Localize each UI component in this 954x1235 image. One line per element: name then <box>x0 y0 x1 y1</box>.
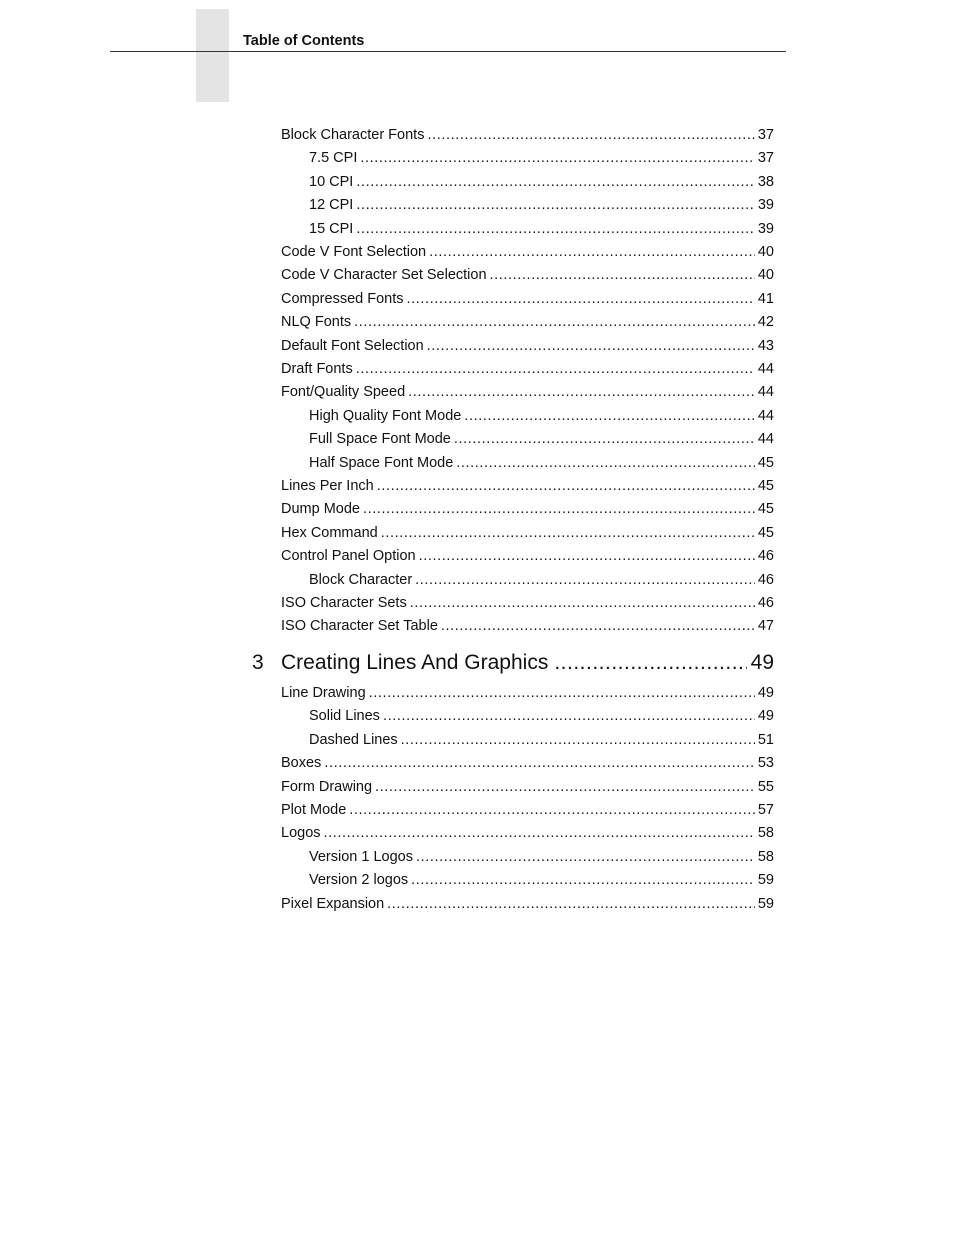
toc-entry-label: Code V Font Selection <box>281 244 427 260</box>
toc-entry-label: Compressed Fonts <box>281 290 404 307</box>
dot-leader <box>464 408 755 425</box>
toc-entry-page-number: 51 <box>757 731 774 748</box>
toc-entry-label: Font/Quality Speed <box>281 384 406 401</box>
toc-entry[interactable] <box>281 127 774 144</box>
toc-entry[interactable] <box>281 314 774 331</box>
dot-leader <box>407 291 755 308</box>
dot-leader <box>490 267 755 284</box>
toc-entry-label: Version 1 Logos <box>309 848 413 865</box>
dot-leader <box>416 849 755 866</box>
toc-entry[interactable] <box>281 896 774 913</box>
dot-leader <box>415 572 755 589</box>
toc-entry-page-number: 49 <box>757 685 774 701</box>
toc-entry-page-number: 58 <box>757 825 774 842</box>
toc-entry[interactable] <box>281 618 774 635</box>
dot-leader <box>429 244 755 261</box>
toc-entry[interactable] <box>281 244 774 261</box>
toc-entry-page-number: 41 <box>757 290 774 307</box>
toc-entry[interactable] <box>309 572 774 589</box>
toc-chapter-entry[interactable] <box>252 650 774 676</box>
toc-entry-page-number: 45 <box>757 501 774 518</box>
toc-entry-page-number: 42 <box>757 314 774 331</box>
toc-entry[interactable] <box>281 685 774 702</box>
toc-entry-page-number: 58 <box>757 848 774 865</box>
toc-entry-page-number: 47 <box>757 618 774 635</box>
dot-leader <box>419 548 755 565</box>
toc-entry-page-number: 53 <box>757 755 774 772</box>
toc-entry-label: Form Drawing <box>281 778 373 795</box>
dot-leader <box>363 501 755 518</box>
toc-entry-label: Code V Character Set Selection <box>281 267 487 284</box>
toc-entry-label: Block Character Fonts <box>281 127 425 143</box>
chapter-page-number: 49 <box>750 651 774 674</box>
chapter-tab-marker <box>196 9 229 102</box>
chapter-number: 3 <box>252 651 264 674</box>
toc-entry-label: Default Font Selection <box>281 337 424 354</box>
toc-entry[interactable] <box>281 291 774 308</box>
toc-entry-label: NLQ Fonts <box>281 314 352 331</box>
toc-entry[interactable] <box>281 802 774 819</box>
dot-leader <box>401 732 755 749</box>
toc-entry-label: Control Panel Option <box>281 548 416 565</box>
dot-leader <box>356 361 755 378</box>
toc-entry-page-number: 57 <box>757 802 774 818</box>
toc-entry-label: 7.5 CPI <box>309 150 358 167</box>
toc-entry[interactable] <box>309 849 774 866</box>
dot-leader <box>375 779 755 796</box>
toc-entry-page-number: 45 <box>757 454 774 471</box>
dot-leader <box>349 802 755 819</box>
dot-leader <box>381 525 755 542</box>
toc-entry-page-number: 44 <box>757 361 774 377</box>
dot-leader <box>377 478 755 495</box>
toc-entry[interactable] <box>281 501 774 518</box>
dot-leader <box>383 708 755 725</box>
page-header-title: Table of Contents <box>243 33 365 49</box>
toc-entry[interactable] <box>309 150 774 167</box>
toc-entry-label: Draft Fonts <box>281 361 353 377</box>
toc-entry[interactable] <box>281 361 774 378</box>
header-rule <box>110 51 786 52</box>
dot-leader <box>369 685 755 702</box>
toc-entry-label: ISO Character Sets <box>281 595 407 611</box>
toc-entry-page-number: 49 <box>757 708 774 725</box>
toc-entry[interactable] <box>309 221 774 238</box>
toc-entry-page-number: 59 <box>757 895 774 912</box>
toc-entry-label: Block Character <box>309 571 413 588</box>
toc-entry-page-number: 43 <box>757 337 774 354</box>
dot-leader <box>356 221 755 238</box>
toc-entry[interactable] <box>281 595 774 612</box>
toc-entry-page-number: 44 <box>757 431 774 448</box>
dot-leader <box>387 896 755 913</box>
toc-entry-label: Version 2 logos <box>309 872 409 889</box>
dot-leader <box>324 755 755 772</box>
toc-entry-page-number: 59 <box>757 872 774 889</box>
toc-entry[interactable] <box>309 431 774 448</box>
toc-entry-label: Solid Lines <box>309 708 380 725</box>
toc-entry[interactable] <box>281 267 774 284</box>
toc-entry-page-number: 46 <box>757 548 774 565</box>
dot-leader <box>441 618 755 635</box>
toc-entry-label: 12 CPI <box>309 197 354 214</box>
toc-entry[interactable] <box>309 708 774 725</box>
toc-entry-page-number: 40 <box>757 244 774 260</box>
dot-leader <box>356 197 755 214</box>
dot-leader <box>427 338 755 355</box>
toc-entry-page-number: 45 <box>757 524 774 541</box>
dot-leader <box>324 825 755 842</box>
toc-entry-label: 10 CPI <box>309 173 354 190</box>
toc-entry[interactable] <box>309 732 774 749</box>
toc-entry[interactable] <box>281 525 774 542</box>
toc-entry-label: Half Space Font Mode <box>309 454 454 471</box>
toc-entry-page-number: 40 <box>757 267 774 284</box>
toc-entry[interactable] <box>309 872 774 889</box>
toc-entry-label: Plot Mode <box>281 802 347 818</box>
toc-entry[interactable] <box>281 548 774 565</box>
toc-entry[interactable] <box>309 408 774 425</box>
toc-entry[interactable] <box>281 384 774 401</box>
toc-entry[interactable] <box>281 338 774 355</box>
toc-entry-label: Lines Per Inch <box>281 478 374 494</box>
toc-entry[interactable] <box>281 825 774 842</box>
toc-entry-label: ISO Character Set Table <box>281 618 438 635</box>
dot-leader <box>427 127 754 144</box>
toc-entry-label: Full Space Font Mode <box>309 431 451 448</box>
toc-entry-label: Dump Mode <box>281 501 360 518</box>
toc-entry[interactable] <box>281 755 774 772</box>
toc-entry-label: Line Drawing <box>281 685 366 701</box>
toc-entry-label: Pixel Expansion <box>281 895 385 912</box>
toc-entry-label: Dashed Lines <box>309 731 398 748</box>
dot-leader <box>360 150 755 167</box>
toc-entry-page-number: 45 <box>757 478 774 494</box>
toc-entry-page-number: 39 <box>757 197 774 214</box>
toc-entry-page-number: 46 <box>757 571 774 588</box>
dot-leader <box>454 431 755 448</box>
toc-entry-label: High Quality Font Mode <box>309 407 462 424</box>
dot-leader <box>554 650 746 676</box>
toc-entry-page-number: 37 <box>757 127 774 143</box>
chapter-title: Creating Lines And Graphics <box>281 651 549 674</box>
toc-entry[interactable] <box>309 197 774 214</box>
toc-entry[interactable] <box>309 174 774 191</box>
toc-entry[interactable] <box>281 779 774 796</box>
dot-leader <box>456 455 755 472</box>
dot-leader <box>408 384 755 401</box>
toc-entry-page-number: 44 <box>757 407 774 424</box>
toc-entry-page-number: 46 <box>757 595 774 611</box>
toc-entry-page-number: 38 <box>757 173 774 190</box>
toc-entry[interactable] <box>281 478 774 495</box>
toc-entry-page-number: 39 <box>757 220 774 237</box>
toc-entry[interactable] <box>309 455 774 472</box>
dot-leader <box>354 314 755 331</box>
dot-leader <box>411 872 755 889</box>
dot-leader <box>356 174 755 191</box>
toc-entry-label: Boxes <box>281 755 322 772</box>
toc-entry-label: Hex Command <box>281 524 378 541</box>
dot-leader <box>410 595 755 612</box>
toc-entry-label: Logos <box>281 825 321 842</box>
toc-entry-label: 15 CPI <box>309 220 354 237</box>
toc-entry-page-number: 44 <box>757 384 774 401</box>
toc-entry-page-number: 37 <box>757 150 774 167</box>
toc-entry-page-number: 55 <box>757 778 774 795</box>
